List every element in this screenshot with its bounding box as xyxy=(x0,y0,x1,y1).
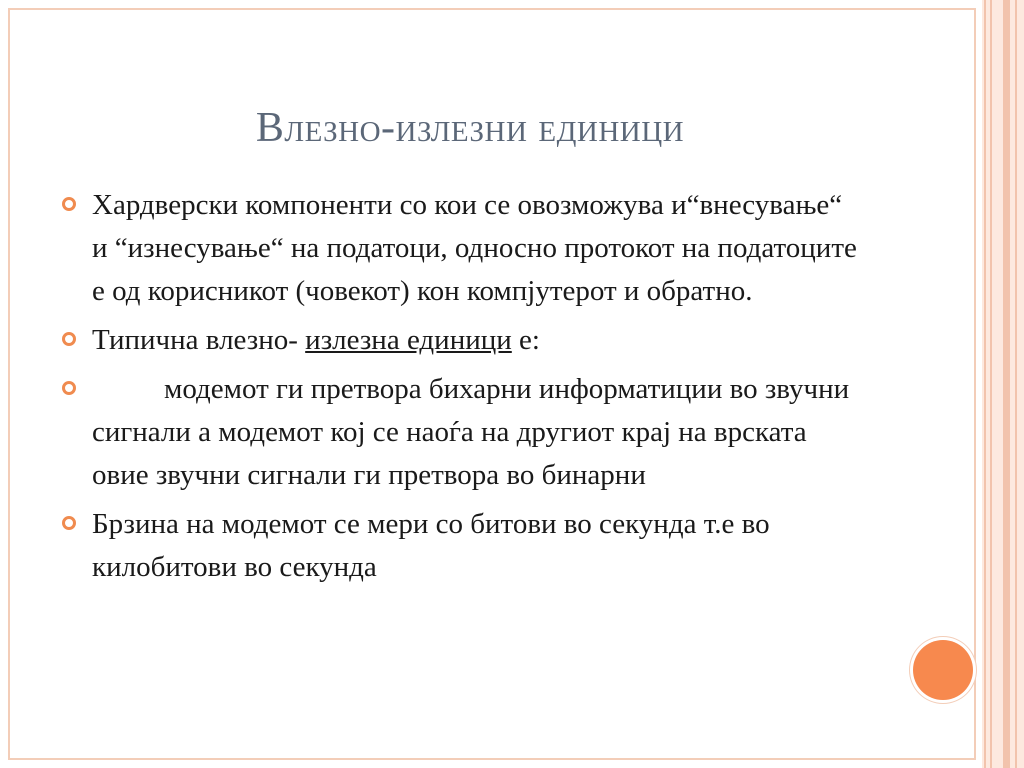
decorative-stripe xyxy=(1003,0,1010,768)
bullet-circle-icon xyxy=(62,516,76,530)
decorative-stripe xyxy=(990,0,992,768)
bullet-item xyxy=(62,184,862,313)
decorative-stripe xyxy=(984,0,986,768)
bullet-circle-icon xyxy=(62,197,76,211)
bullet-circle-icon xyxy=(62,332,76,346)
slide-title: Влезно-излезни единици xyxy=(255,105,685,151)
hyperlink-io-units[interactable]: излезна единици xyxy=(305,324,512,356)
bullet-list xyxy=(62,184,862,595)
bullet-text: Брзина на модемот се мери со битови во секунда т.е во килобитови во секунда xyxy=(92,508,770,583)
bullet-item xyxy=(62,503,862,589)
bullet-circle-icon xyxy=(62,381,76,395)
decorative-stripe xyxy=(1015,0,1017,768)
bullet-text-suffix: е: xyxy=(511,324,540,356)
bullet-text-prefix: Типична влезно- xyxy=(92,324,306,356)
decorative-orange-circle xyxy=(913,640,973,700)
bullet-item xyxy=(62,368,862,497)
bullet-text: Хардверски компоненти со кои се овозможува и“внесување“ и “изнесување“ на податоци, односно протокот на податоците е од корисникот (човекот) кон компјутерот и обратно. xyxy=(92,189,857,307)
bullet-text: модемот ги претвора бихарни информатиции во звучни сигнали а модемот кој се наоѓа на другиот крај на врската овие звучни сигнали ги претвора во бинарни xyxy=(92,373,850,491)
bullet-item xyxy=(62,319,862,362)
